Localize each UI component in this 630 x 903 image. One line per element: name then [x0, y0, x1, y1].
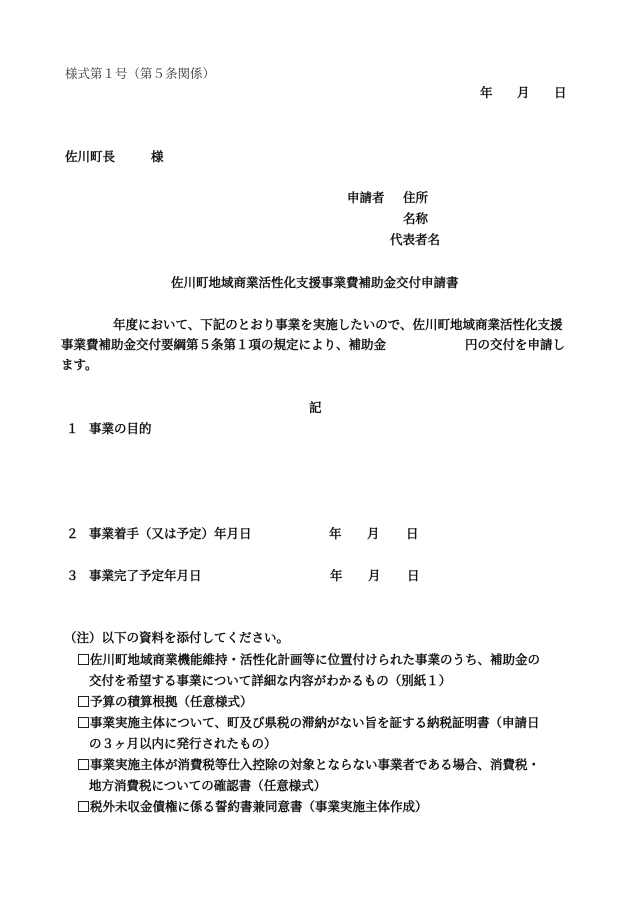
- note-item-3: [78, 715, 540, 731]
- note-item-1-line-2: 交付を希望する事業について詳細な内容がわかるもの（別紙１）: [89, 673, 452, 688]
- item-2-number: ２: [66, 526, 79, 541]
- applicant-address-label: 住所: [403, 190, 429, 205]
- item-3-year: 年: [330, 568, 343, 583]
- ki-label: 記: [309, 400, 322, 415]
- note-item-5: [78, 799, 428, 815]
- addressee-honorific: 様: [151, 149, 164, 164]
- note-item-3-line-2: の３ヶ月以内に発行されたもの）: [89, 736, 277, 751]
- notes-heading: （注）以下の資料を添付してください。: [64, 630, 290, 645]
- applicant-representative-label: 代表者名: [390, 232, 441, 247]
- note-item-2-line-1: 予算の積算根拠（任意様式）: [90, 694, 253, 709]
- document-title: 佐川町地域商業活性化支援事業費補助金交付申請書: [171, 275, 459, 290]
- item-3-label: 事業完了予定年月日: [89, 568, 202, 583]
- item-1-number: １: [66, 421, 79, 436]
- checkbox-icon[interactable]: [78, 696, 89, 707]
- body-line-2a: 事業費補助金交付要綱第５条第１項の規定により、補助金: [61, 337, 387, 352]
- note-item-4-line-1: 事業実施主体が消費税等仕入控除の対象とならない事業者である場合、消費税・: [90, 757, 541, 772]
- body-line-1: 年度において、下記のとおり事業を実施したいので、佐川町地域商業活性化支援: [113, 317, 563, 332]
- checkbox-icon[interactable]: [78, 801, 89, 812]
- note-item-5-line-1: 税外未収金債権に係る誓約書兼同意書（事業実施主体作成）: [90, 799, 428, 814]
- item-3-day: 日: [407, 568, 420, 583]
- item-2-day: 日: [406, 526, 419, 541]
- item-3-month: 月: [368, 568, 381, 583]
- item-2-label: 事業着手（又は予定）年月日: [89, 526, 252, 541]
- body-line-2b: 円の交付を申請し: [465, 337, 566, 352]
- body-line-3: ます。: [61, 357, 98, 372]
- date-month-label: 月: [517, 85, 530, 100]
- note-item-1-line-1: 佐川町地域商業機能維持・活性化計画等に位置付けられた事業のうち、補助金の: [90, 652, 541, 667]
- item-2-month: 月: [367, 526, 380, 541]
- applicant-name-label: 名称: [403, 211, 429, 226]
- item-1-label: 事業の目的: [89, 421, 152, 436]
- checkbox-icon[interactable]: [78, 759, 89, 770]
- item-3-number: ３: [66, 568, 79, 583]
- applicant-label: 申請者: [347, 190, 385, 205]
- checkbox-icon[interactable]: [78, 717, 89, 728]
- note-item-4: [78, 757, 540, 773]
- date-year-label: 年: [480, 85, 493, 100]
- note-item-4-line-2: 地方消費税についての確認書（任意様式）: [89, 778, 327, 793]
- note-item-3-line-1: 事業実施主体について、町及び県税の滞納がない旨を証する納税証明書（申請日: [90, 715, 540, 730]
- checkbox-icon[interactable]: [78, 654, 89, 665]
- form-id: 様式第１号（第５条関係）: [65, 66, 216, 81]
- item-2-year: 年: [329, 526, 342, 541]
- date-day-label: 日: [554, 85, 567, 100]
- note-item-1: [78, 652, 540, 668]
- addressee-name: 佐川町長: [65, 149, 116, 164]
- note-item-2: [78, 694, 253, 710]
